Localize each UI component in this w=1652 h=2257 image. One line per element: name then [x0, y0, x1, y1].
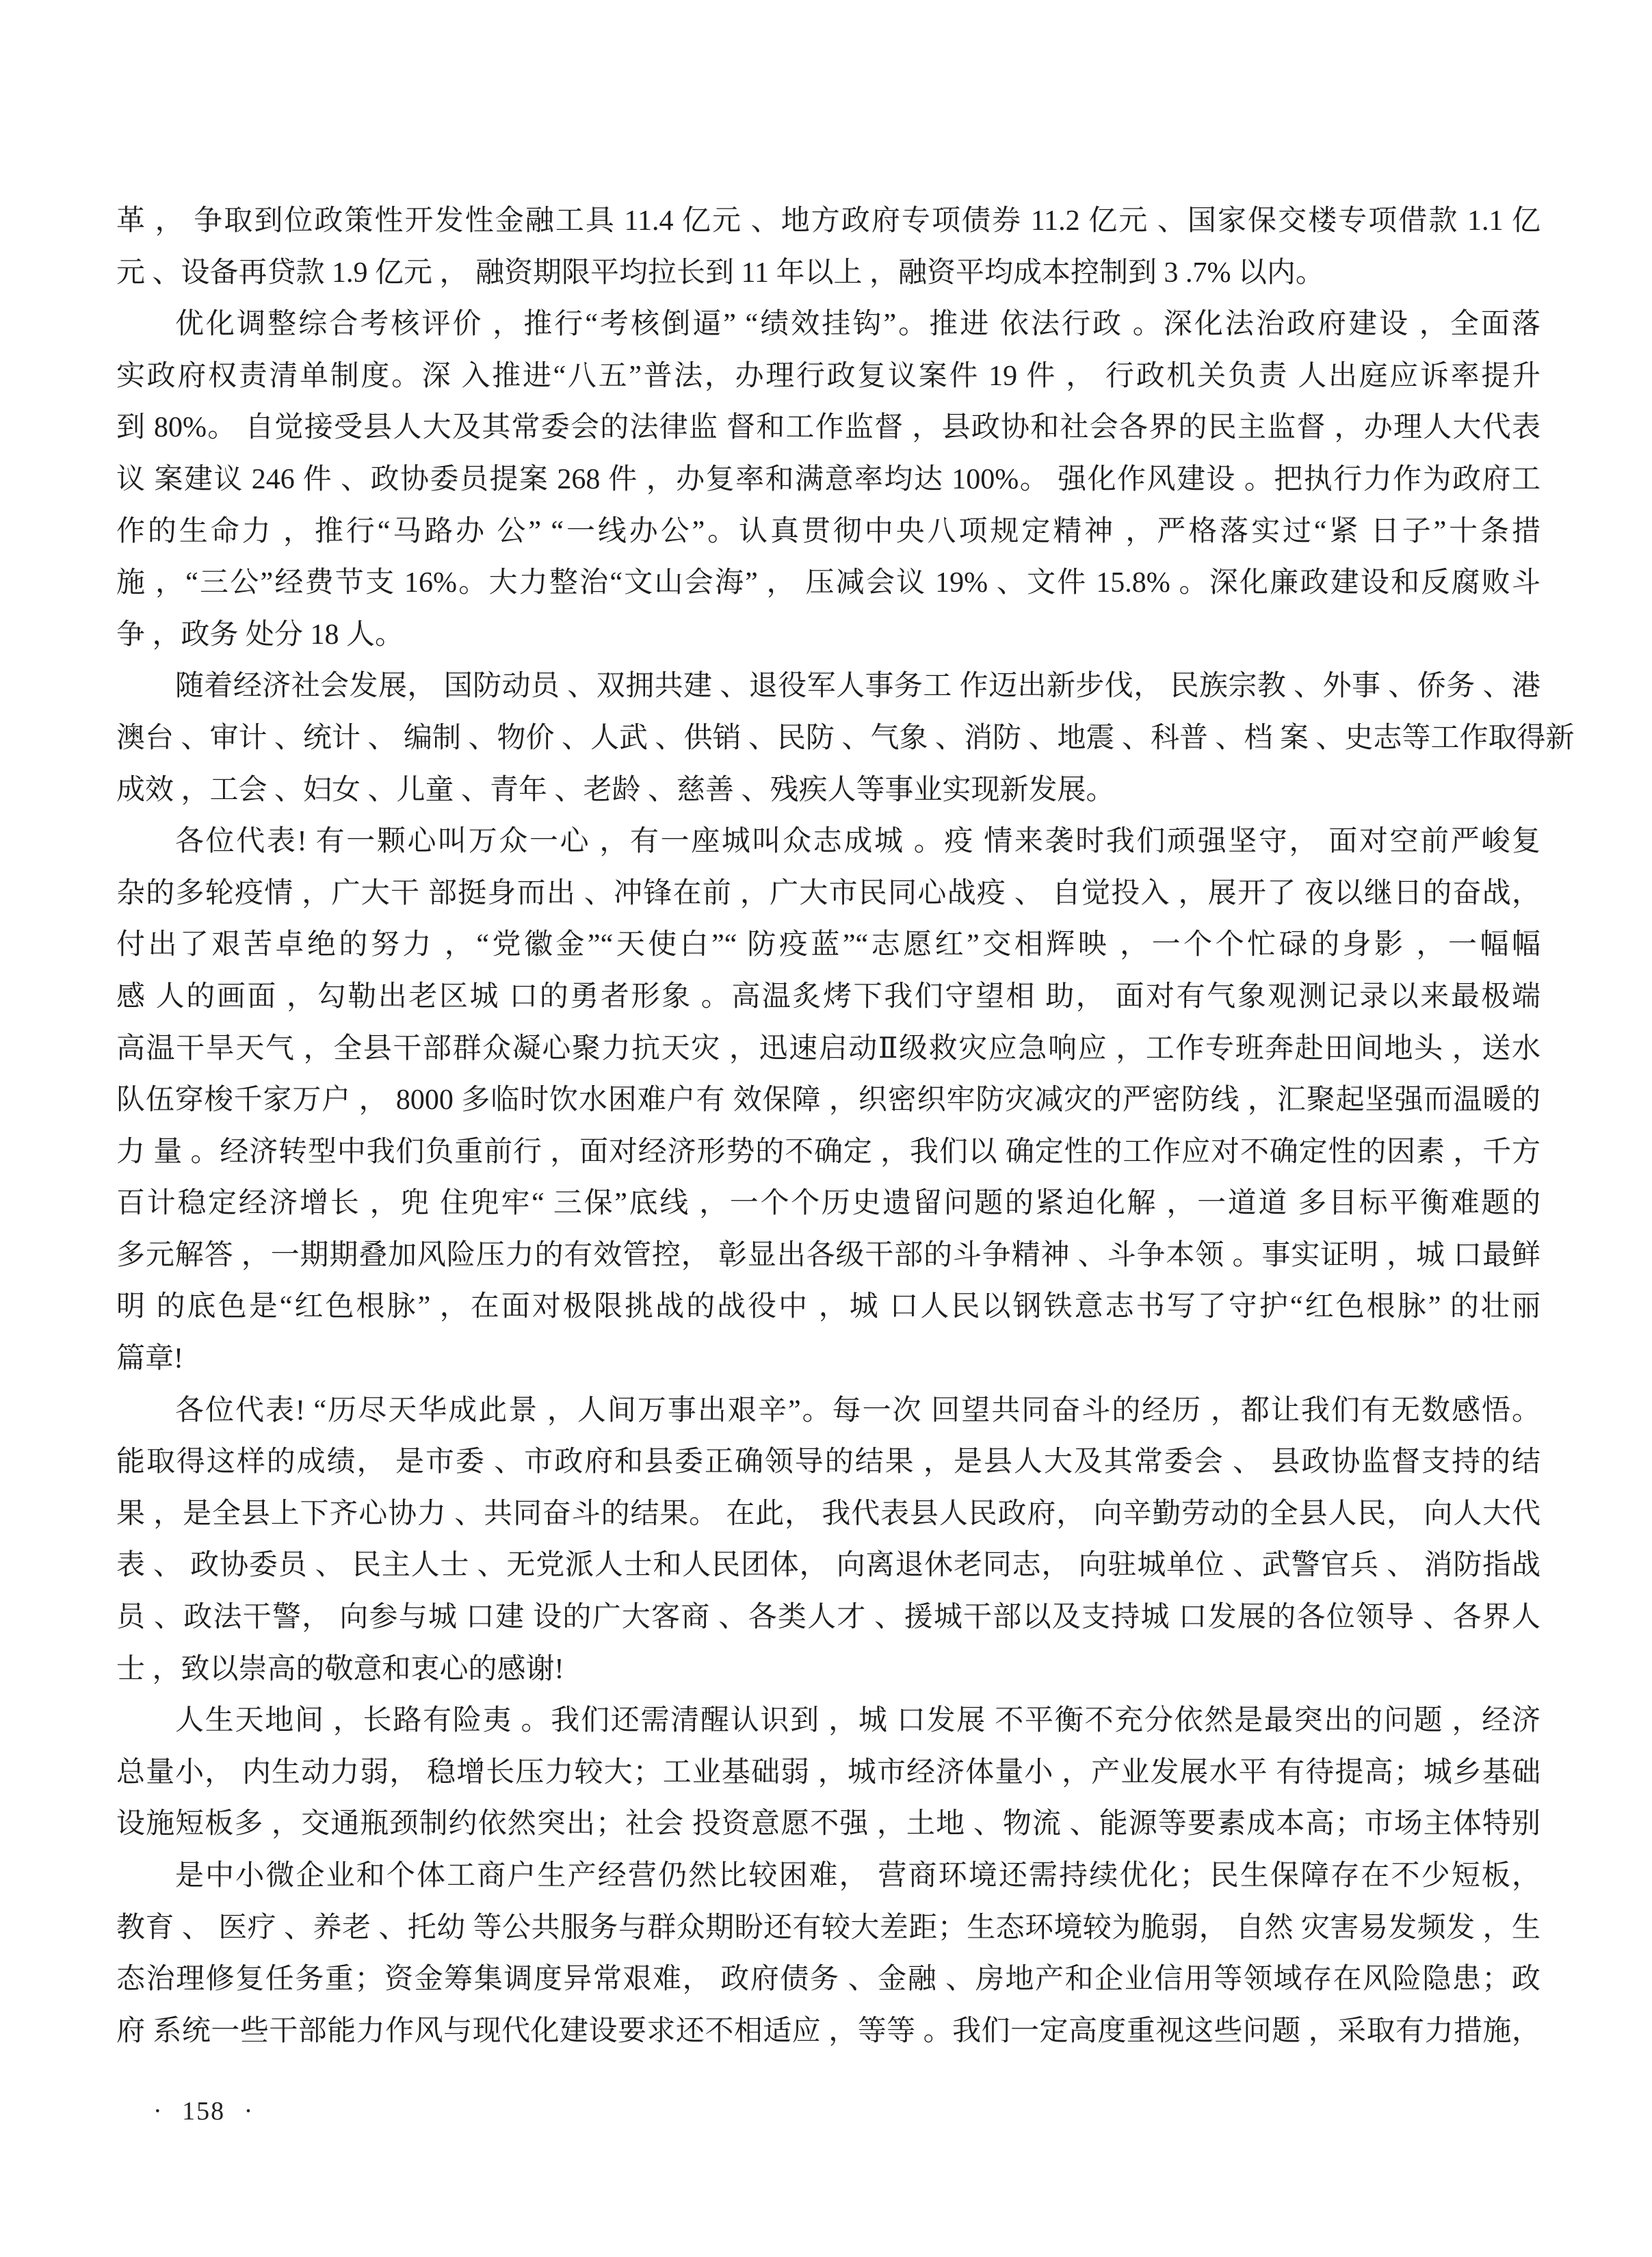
text-line: 各位代表! “历尽天华成此景 ，人间万事出艰辛”。每一次 回望共同奋斗的经历 ，都让我们有无数感悟。: [175, 1394, 1540, 1426]
text-line: 感 人的画面 ，勾勒出老区城 口的勇者形象 。高温炙烤下我们守望相 助， 面对有气象观测记录以来最极端: [116, 980, 1540, 1013]
text-line: 明 的底色是“红色根脉” ，在面对极限挑战的战役中 ，城 口人民以钢铁意志书写了守护“红色根脉” 的壮丽: [116, 1291, 1540, 1323]
text-line: 府 系统一些干部能力作风与现代化建设要求还不相适应 ，等等 。我们一定高度重视这些问题 ，采取有力措施，: [116, 2015, 1540, 2047]
text-line: 施 ，“三公”经费节支 16%。大力整治“文山会海” ， 压减会议 19% 、文件 15.8% 。深化廉政建设和反腐败斗: [116, 567, 1540, 599]
text-line: 力 量 。经济转型中我们负重前行 ，面对经济形势的不确定 ，我们以 确定性的工作应对不确定性的因素 ，千方: [116, 1136, 1540, 1168]
text-line: 争 ，政务 处分 18 人。: [116, 618, 404, 651]
text-line: 各位代表! 有一颗心叫万众一心 ，有一座城叫众志成城 。疫 情来袭时我们顽强坚守， 面对空前严峻复: [175, 826, 1540, 858]
text-line: 态治理修复任务重；资金筹集调度异常艰难， 政府债务 、金融 、房地产和企业信用等领域存在风险隐患；政: [116, 1964, 1540, 1996]
text-line: 百计稳定经济增长 ，兜 住兜牢“ 三保”底线 ，一个个历史遗留问题的紧迫化解 ，一道道 多目标平衡难题的: [116, 1188, 1540, 1220]
page-number: · 158 ·: [153, 2097, 254, 2126]
text-line: 成效 ，工会 、妇女 、儿童 、青年 、老龄 、慈善 、残疾人等事业实现新发展。: [116, 774, 1115, 806]
text-line: 表 、 政协委员 、 民主人士 、无党派人士和人民团体， 向离退休老同志， 向驻城单位 、武警官兵 、 消防指战: [116, 1550, 1540, 1582]
text-line: 士 ，致以崇高的敬意和衷心的感谢!: [116, 1653, 564, 1685]
text-line: 总量小， 内生动力弱， 稳增长压力较大；工业基础弱 ，城市经济体量小 ，产业发展水平 有待提高；城乡基础: [116, 1756, 1540, 1788]
text-line: 多元解答 ，一期期叠加风险压力的有效管控， 彰显出各级干部的斗争精神 、斗争本领 。事实证明 ，城 口最鲜: [116, 1239, 1540, 1271]
text-line: 员 、政法干警， 向参与城 口建 设的广大客商 、各类人才 、援城干部以及支持城 口发展的各位领导 、各界人: [116, 1602, 1540, 1634]
text-line: 队伍穿梭千家万户 ， 8000 多临时饮水困难户有 效保障 ，织密织牢防灾减灾的严密防线 ，汇聚起坚强而温暖的: [116, 1084, 1540, 1117]
text-line: 能取得这样的成绩， 是市委 、市政府和县委正确领导的结果 ，是县人大及其常委会 、 县政协监督支持的结: [116, 1446, 1540, 1478]
text-line: 篇章!: [116, 1343, 183, 1375]
text-line: 议 案建议 246 件 、政协委员提案 268 件 ，办复率和满意率均达 100%。 强化作风建设 。把执行力作为政府工: [116, 463, 1540, 495]
text-line: 教育 、 医疗 、养老 、托幼 等公共服务与群众期盼还有较大差距；生态环境较为脆弱， 自然 灾害易发频发 ，生: [116, 1912, 1540, 1944]
text-line: 元 、设备再贷款 1.9 亿元 ， 融资期限平均拉长到 11 年以上 ，融资平均成本控制到 3 .7% 以内。: [116, 257, 1324, 289]
text-line: 果 ，是全县上下齐心协力 、共同奋斗的结果。 在此， 我代表县人民政府， 向辛勤劳动的全县人民， 向人大代: [116, 1498, 1540, 1530]
text-line: 澳台 、审计 、统计 、 编制 、物价 、人武 、供销 、民防 、气象 、消防 、地震 、科普 、档 案 、史志等工作取得新: [116, 722, 1575, 754]
text-line: 作的生命力 ，推行“马路办 公” “一线办公”。认真贯彻中央八项规定精神 ，严格落实过“紧 日子”十条措: [116, 515, 1540, 547]
text-line: 杂的多轮疫情 ，广大干 部挺身而出 、冲锋在前 ，广大市民同心战疫 、 自觉投入 ，展开了 夜以继日的奋战，: [116, 877, 1540, 909]
text-line: 付出了艰苦卓绝的努力 ，“党徽金”“天使白”“ 防疫蓝”“志愿红”交相辉映 ，一个个忙碌的身影 ，一幅幅: [116, 929, 1540, 961]
text-line: 设施短板多 ，交通瓶颈制约依然突出；社会 投资意愿不强 ，土地 、物流 、能源等要素成本高；市场主体特别: [116, 1808, 1540, 1840]
text-line: 优化调整综合考核评价 ，推行“考核倒逼” “绩效挂钩”。推进 依法行政 。深化法治政府建设 ，全面落: [175, 309, 1540, 341]
text-line: 实政府权责清单制度。深 入推进“八五”普法，办理行政复议案件 19 件 ， 行政机关负责 人出庭应诉率提升: [116, 360, 1540, 392]
text-line: 革 ， 争取到位政策性开发性金融工具 11.4 亿元 、地方政府专项债券 11.2 亿元 、国家保交楼专项借款 1.1 亿: [116, 205, 1540, 237]
text-line: 随着经济社会发展， 国防动员 、双拥共建 、退役军人事务工 作迈出新步伐， 民族宗教 、外事 、侨务 、港: [175, 670, 1540, 703]
text-line: 人生天地间 ，长路有险夷 。我们还需清醒认识到 ，城 口发展 不平衡不充分依然是最突出的问题 ，经济: [175, 1705, 1540, 1737]
report-text-block: [116, 196, 1575, 2057]
text-line: 是中小微企业和个体工商户生产经营仍然比较困难， 营商环境还需持续优化；民生保障存在不少短板，: [175, 1860, 1540, 1892]
text-line: 高温干旱天气 ，全县干部群众凝心聚力抗天灾 ，迅速启动Ⅱ级救灾应急响应 ，工作专班奔赴田间地头 ，送水: [116, 1032, 1540, 1065]
text-line: 到 80%。 自觉接受县人大及其常委会的法律监 督和工作监督 ，县政协和社会各界的民主监督 ，办理人大代表: [116, 412, 1540, 444]
